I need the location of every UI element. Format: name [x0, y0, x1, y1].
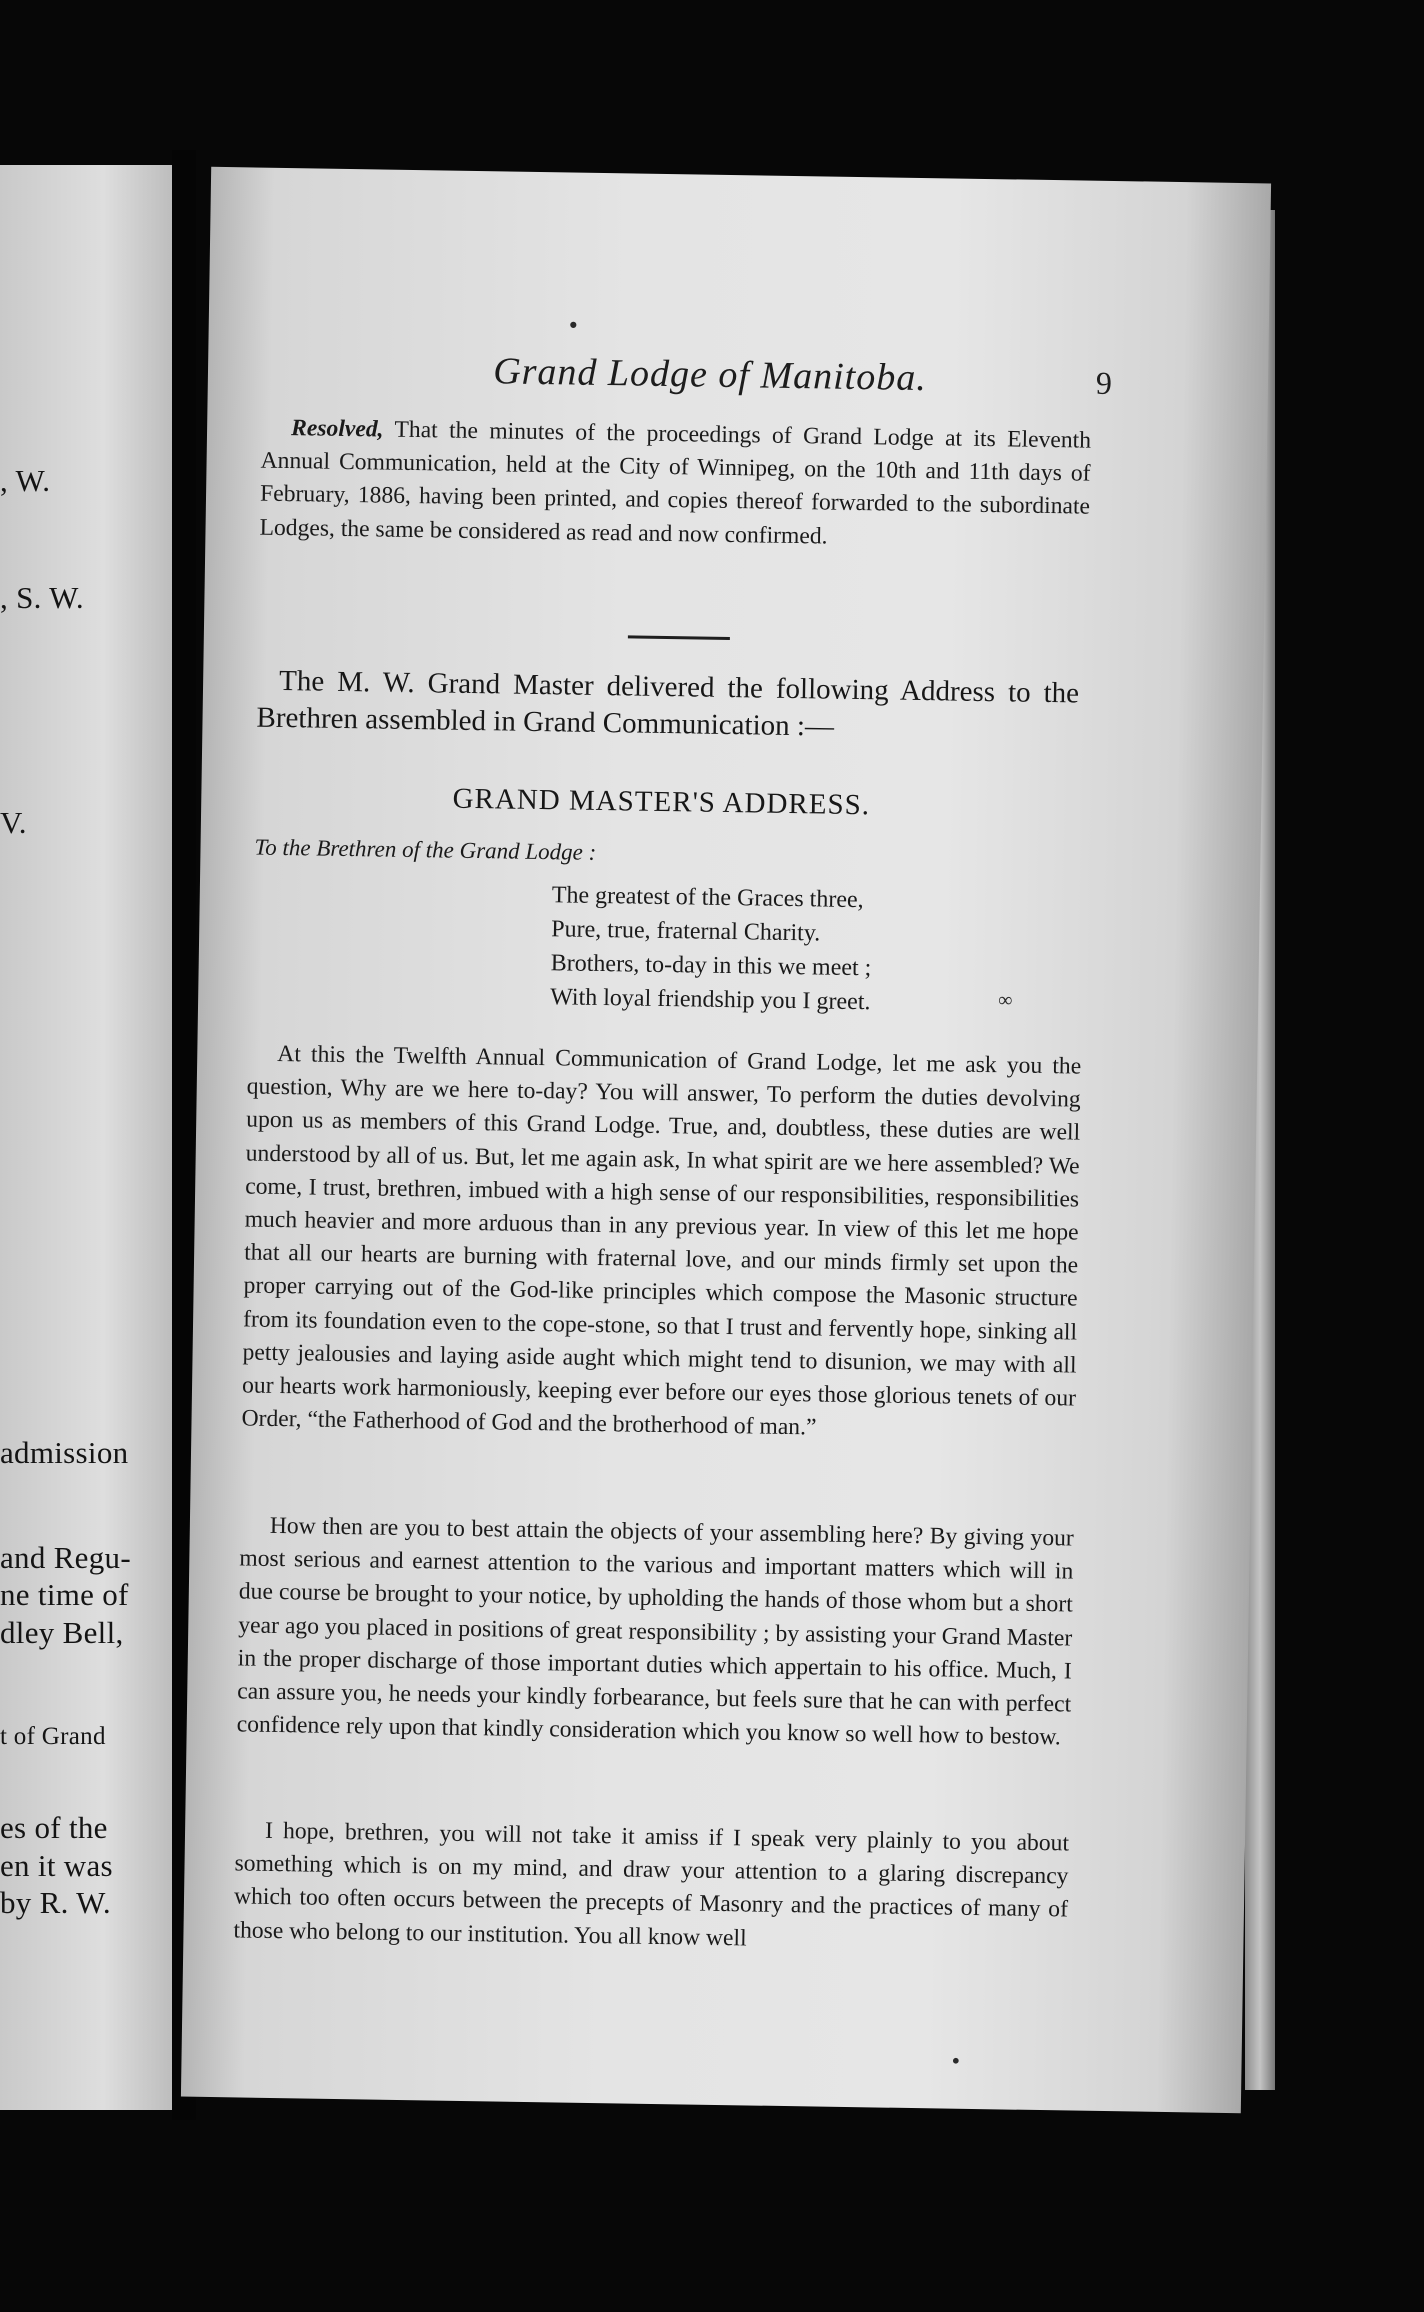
left-fragment: t of Grand	[0, 1723, 106, 1750]
left-fragment: V.	[0, 805, 27, 840]
book-page	[181, 167, 1271, 2113]
left-fragment: ne time of	[0, 1577, 129, 1612]
page-number: 9	[1095, 364, 1113, 401]
resolution-paragraph	[259, 412, 1091, 558]
left-fragment: en it was	[0, 1848, 113, 1883]
left-fragment: by R. W.	[0, 1885, 111, 1920]
address-heading: GRAND MASTER'S ADDRESS.	[452, 782, 871, 822]
resolution-text: That the minutes of the proceedings of Grand Lodge at its Eleventh Annual Communication, held at the City of Winnipeg, on the 10th and 11th days of February, 1886, having been printed, and copies thereof forwarded to the subordinate Lodges, the same be considered as read and now confirmed.	[259, 416, 1092, 550]
left-fragment: es of the	[0, 1810, 108, 1845]
body-paragraph: How then are you to best attain the objects of your assembling here? By giving your most serious and earnest attention to the various and important matters which will in due course be brought to your notice, by upholding the hands of those whom but a short year ago you placed in positions of great responsibility ; by assisting your Grand Master in the proper discharge of those important duties which appertain to his office. Much, I can assure you, he needs your kindly forbearance, but feels sure that he can with perfect confidence rely upon that kindly consideration which you know so well how to bestow.	[236, 1512, 1074, 1751]
section-rule	[628, 635, 730, 640]
left-fragment: admission	[0, 1435, 129, 1470]
salutation: To the Brethren of the Grand Lodge :	[254, 834, 597, 865]
left-fragment: , W.	[0, 463, 51, 498]
body-paragraph: At this the Twelfth Annual Communication of Grand Lodge, let me ask you the question, Why are we here to-day? You will answer, To perform the duties devolving upon us as members of this Grand Lodge. True, and, doubtless, these duties are well understood by all of us. But, let me again ask, In what spirit are we here assembled? We come, I trust, brethren, imbued with a high sense of our responsibilities, responsibilities much heavier and more arduous than in any previous year. In view of this let me hope that all our hearts are burning with fraternal love, and our minds firmly set upon the proper carrying out of the God-like principles which compose the Masonic structure from its foundation even to the cope-stone, so that I trust and fervently hope, sinking all petty jealousies and laying aside aught which might tend to disunion, we may with all our hearts work harmoniously, keeping ever before our eyes those glorious tenets of our Order, “the Fatherhood of God and the brotherhood of man.”	[241, 1040, 1082, 1441]
facing-page-fragment	[0, 165, 172, 2110]
ink-speck: ∞	[998, 989, 1013, 1012]
left-fragment: dley Bell,	[0, 1615, 124, 1650]
left-fragment: and Regu-	[0, 1540, 131, 1575]
running-head: Grand Lodge of Manitoba.	[492, 350, 928, 400]
ink-speck: •	[951, 2048, 961, 2075]
resolution-lead: Resolved,	[290, 415, 384, 443]
verse-line: Brothers, to-day in this we meet ;	[550, 950, 872, 982]
body-paragraph: I hope, brethren, you will not take it amiss if I speak very plainly to you about something which is on my mind, and draw your attention to a glaring discrepancy which too often occurs between the precepts of Masonry and the practices of many of those who belong to our institution. You all know well	[233, 1817, 1070, 1952]
verse-line: The greatest of the Graces three,	[551, 882, 864, 914]
verse-line: Pure, true, fraternal Charity.	[551, 916, 821, 947]
address-intro: The M. W. Grand Master delivered the following Address to the Brethren assembled in Grand Communication :—	[256, 664, 1080, 743]
verse-line: With loyal friendship you I greet.	[550, 984, 871, 1016]
verse	[550, 878, 873, 1019]
ink-speck: •	[568, 310, 579, 340]
left-fragment: , S. W.	[0, 580, 84, 615]
